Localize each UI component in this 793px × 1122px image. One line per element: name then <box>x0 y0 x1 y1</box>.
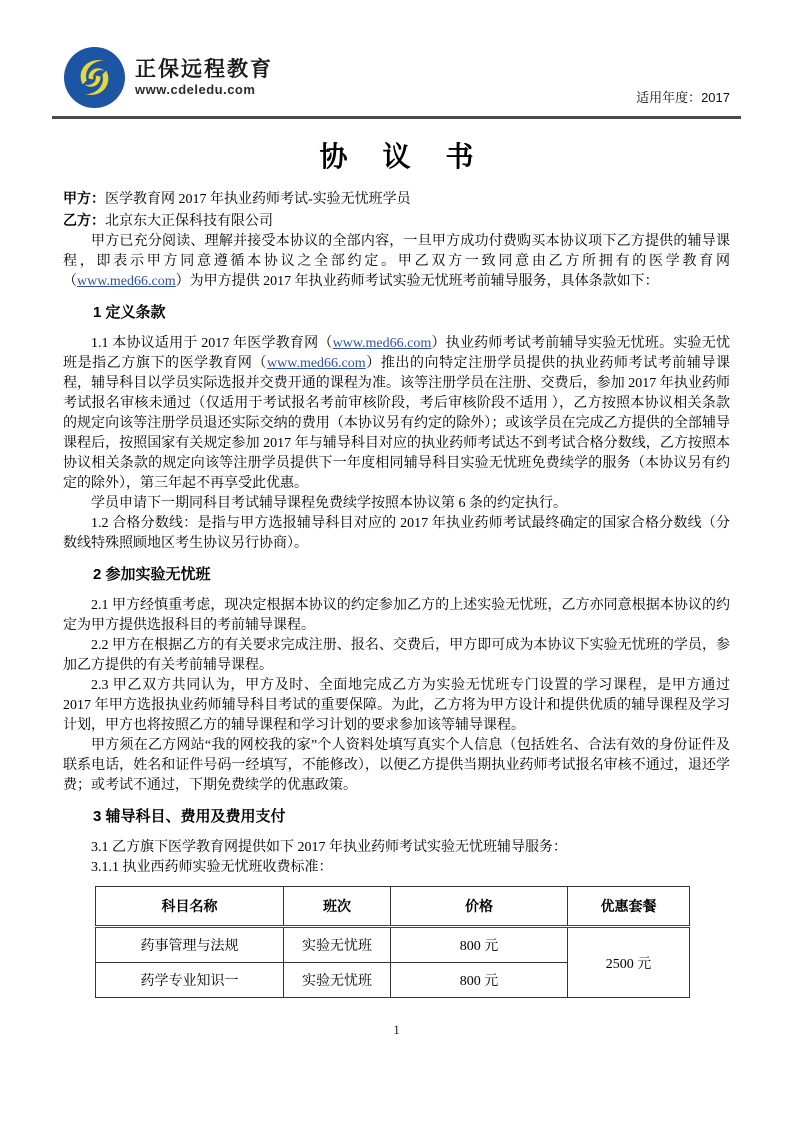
table-row <box>96 927 690 963</box>
party-b-label: 乙方： <box>63 212 105 228</box>
brand-text <box>135 58 273 97</box>
med66-link-2[interactable]: www.med66.com <box>267 356 366 371</box>
clause-3-1: 3.1 乙方旗下医学教育网提供如下 2017 年执业药师考试实验无忧班辅导服务： <box>91 840 567 855</box>
parties-block <box>63 188 730 232</box>
party-b-line <box>63 210 730 232</box>
section-1-heading: 1 定义条款 <box>93 304 166 321</box>
applicable-year-label: 适用年度：2017 <box>636 90 730 105</box>
col-header-price: 价格 <box>391 887 568 927</box>
intro-text-1: 甲方已充分阅读、理解并接受本协议的全部内容，一旦甲方成功付费购买本协议项下乙方提供的辅导课程，即表示甲方同意遵循本协议之全部约定。甲乙双方一致同意由乙方所拥有的医学教育网（ <box>63 234 730 289</box>
document-body <box>63 232 730 998</box>
intro-paragraph <box>63 232 730 292</box>
page-number: 1 <box>393 1022 400 1037</box>
party-a-label: 甲方： <box>63 190 105 206</box>
cell-package: 2500 元 <box>568 927 690 998</box>
page-header <box>63 46 730 109</box>
cell-subject-1: 药事管理与法规 <box>96 927 284 963</box>
party-a-text: 医学教育网 2017 年执业药师考试-实验无忧班学员 <box>105 192 411 207</box>
header-divider <box>52 116 741 119</box>
document-title: 协 议 书 <box>319 142 488 173</box>
clause-1-renewal: 学员申请下一期同科目考试辅导课程免费续学按照本协议第 6 条的约定执行。 <box>91 496 567 511</box>
section-2-heading: 2 参加实验无忧班 <box>93 566 211 583</box>
clause-2-2: 2.2 甲方在根据乙方的有关要求完成注册、报名、交费后，甲方即可成为本协议下实验无忧班的学员，参加乙方提供的有关考前辅导课程。 <box>63 638 730 673</box>
cell-subject-2: 药学专业知识一 <box>96 963 284 998</box>
intro-text-2: ）为甲方提供 2017 年执业药师考试实验无忧班考前辅导服务，具体条款如下： <box>175 274 659 289</box>
cell-price-2: 800 元 <box>391 963 568 998</box>
clause-3-1-1: 3.1.1 执业西药师实验无忧班收费标准： <box>91 860 333 875</box>
clause-1-1-text-3: ）推出的向特定注册学员提供的执业药师考试考前辅导课程，辅导科目以学员实际选报并交费开通的课程为准。该等注册学员在注册、交费后，参加 2017 年执业药师考试报名审核未通过（仅适用于考试报名考前审核阶段，考后审核阶段不适用 ），乙方按照本协议相关条款的规定向该等注册学员退还实际交纳的费用（本协议另有约定的除外）；或该学员在完成乙方提供的全部辅导课程后，按照国家有关规定参加 2017 年与辅导科目对应的执业药师考试达不到考试合格分数线，乙方按照本协议相关条款的规定向该等注册学员提供下一年度相同辅导科目实验无忧班免费续学的服务（本协议另有约定的除外），第三年起不再享受此优惠。 <box>63 356 731 491</box>
clause-1-1-text-2: ）执业药师考试考前辅导实验无忧班。实验无忧班是指乙方旗下的医学教育网（ <box>63 336 731 371</box>
clause-2-1: 2.1 甲方经慎重考虑，现决定根据本协议的约定参加乙方的上述实验无忧班，乙方亦同意根据本协议的约定为甲方提供选报科目的考前辅导课程。 <box>63 598 730 633</box>
cell-price-1: 800 元 <box>391 927 568 963</box>
med66-link-intro[interactable]: www.med66.com <box>77 274 176 289</box>
col-header-package: 优惠套餐 <box>568 887 690 927</box>
col-header-subject: 科目名称 <box>96 887 284 927</box>
party-a-line <box>63 188 730 210</box>
clause-1-2: 1.2 合格分数线：是指与甲方选报辅导科目对应的 2017 年执业药师考试最终确定的国家合格分数线（分数线特殊照顾地区考生协议另行协商）。 <box>63 516 730 551</box>
clause-1-1-text-1: 1.1 本协议适用于 2017 年医学教育网（ <box>91 336 333 351</box>
clause-2-info: 甲方须在乙方网站“我的网校我的家”个人资料处填写真实个人信息（包括姓名、合法有效的身份证件及联系电话，姓名和证件号码一经填写，不能修改），以便乙方提供当期执业药师考试报名审核不通过，退还学费；或考试不通过，下期免费续学的优惠政策。 <box>63 738 730 793</box>
cell-class-2: 实验无忧班 <box>284 963 391 998</box>
brand-url: www.cdeledu.com <box>135 82 256 98</box>
fee-table-header-row <box>96 887 690 927</box>
fee-table <box>95 886 690 998</box>
brand-block <box>63 46 273 109</box>
med66-link-1[interactable]: www.med66.com <box>332 336 432 351</box>
clause-2-3: 2.3 甲乙双方共同认为，甲方及时、全面地完成乙方为实验无忧班专门设置的学习课程，是甲方通过 2017 年甲方选报执业药师辅导科目考试的重要保障。为此，乙方将为甲方设计和提供优质的辅导课程及学习计划，甲方也将按照乙方的辅导课程和学习计划的要求参加该等辅导课程。 <box>63 678 730 733</box>
party-b-text: 北京东大正保科技有限公司 <box>105 214 273 229</box>
cell-class-1: 实验无忧班 <box>284 927 391 963</box>
brand-name: 正保远程教育 <box>135 57 273 81</box>
clause-1-1 <box>63 334 730 494</box>
col-header-class: 班次 <box>284 887 391 927</box>
brand-logo-icon <box>63 46 126 109</box>
section-3-heading: 3 辅导科目、费用及费用支付 <box>93 808 286 825</box>
